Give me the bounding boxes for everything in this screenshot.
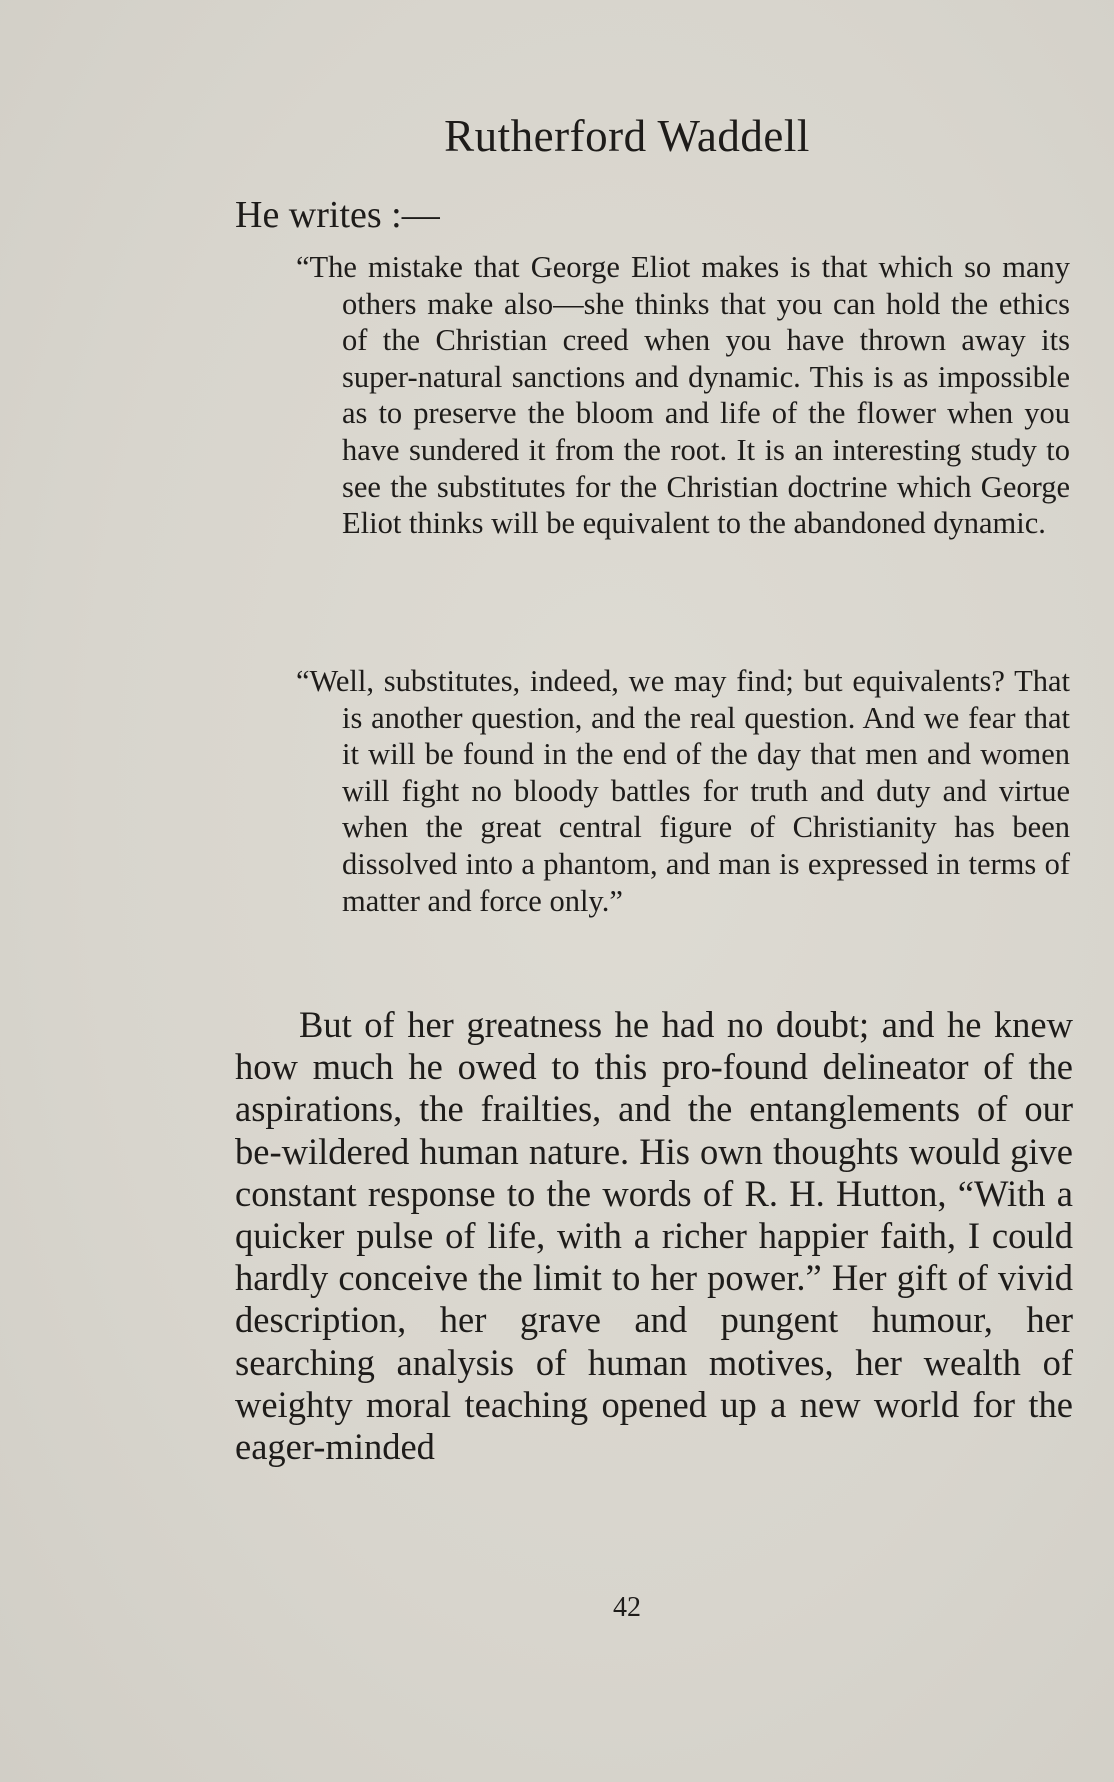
intro-line: He writes :— — [235, 194, 440, 236]
running-title: Rutherford Waddell — [444, 111, 810, 161]
page-number: 42 — [613, 1592, 641, 1623]
block-quote-1: “The mistake that George Eliot makes is that which so many others make also—she thinks that you can hold the ethics of the Christian creed when you have thrown away its super-natural sanctions and dynamic. This is as impossible as to preserve the bloom and life of the flower when you have sundered it from the root. It is an interesting study to see the substitutes for the Christian doctrine which George Eliot thinks will be equivalent to the abandoned dynamic. — [296, 250, 1070, 541]
body-paragraph: But of her greatness he had no doubt; and he knew how much he owed to this pro-found delineator of the aspirations, the frailties, and the entanglements of our be-wildered human nature. His own thoughts would give constant response to the words of R. H. Hutton, “With a quicker pulse of life, with a richer happier faith, I could hardly conceive the limit to her power.” Her gift of vivid description, her grave and pungent humour, her searching analysis of human motives, her wealth of weighty moral teaching opened up a new world for the eager-minded — [235, 1004, 1073, 1468]
block-quote-2: “Well, substitutes, indeed, we may find; but equivalents? That is another question, and the real question. And we fear that it will be found in the end of the day that men and women will fight no bloody battles for truth and duty and virtue when the great central figure of Christianity has been dissolved into a phantom, and man is expressed in terms of matter and force only.” — [296, 664, 1070, 918]
